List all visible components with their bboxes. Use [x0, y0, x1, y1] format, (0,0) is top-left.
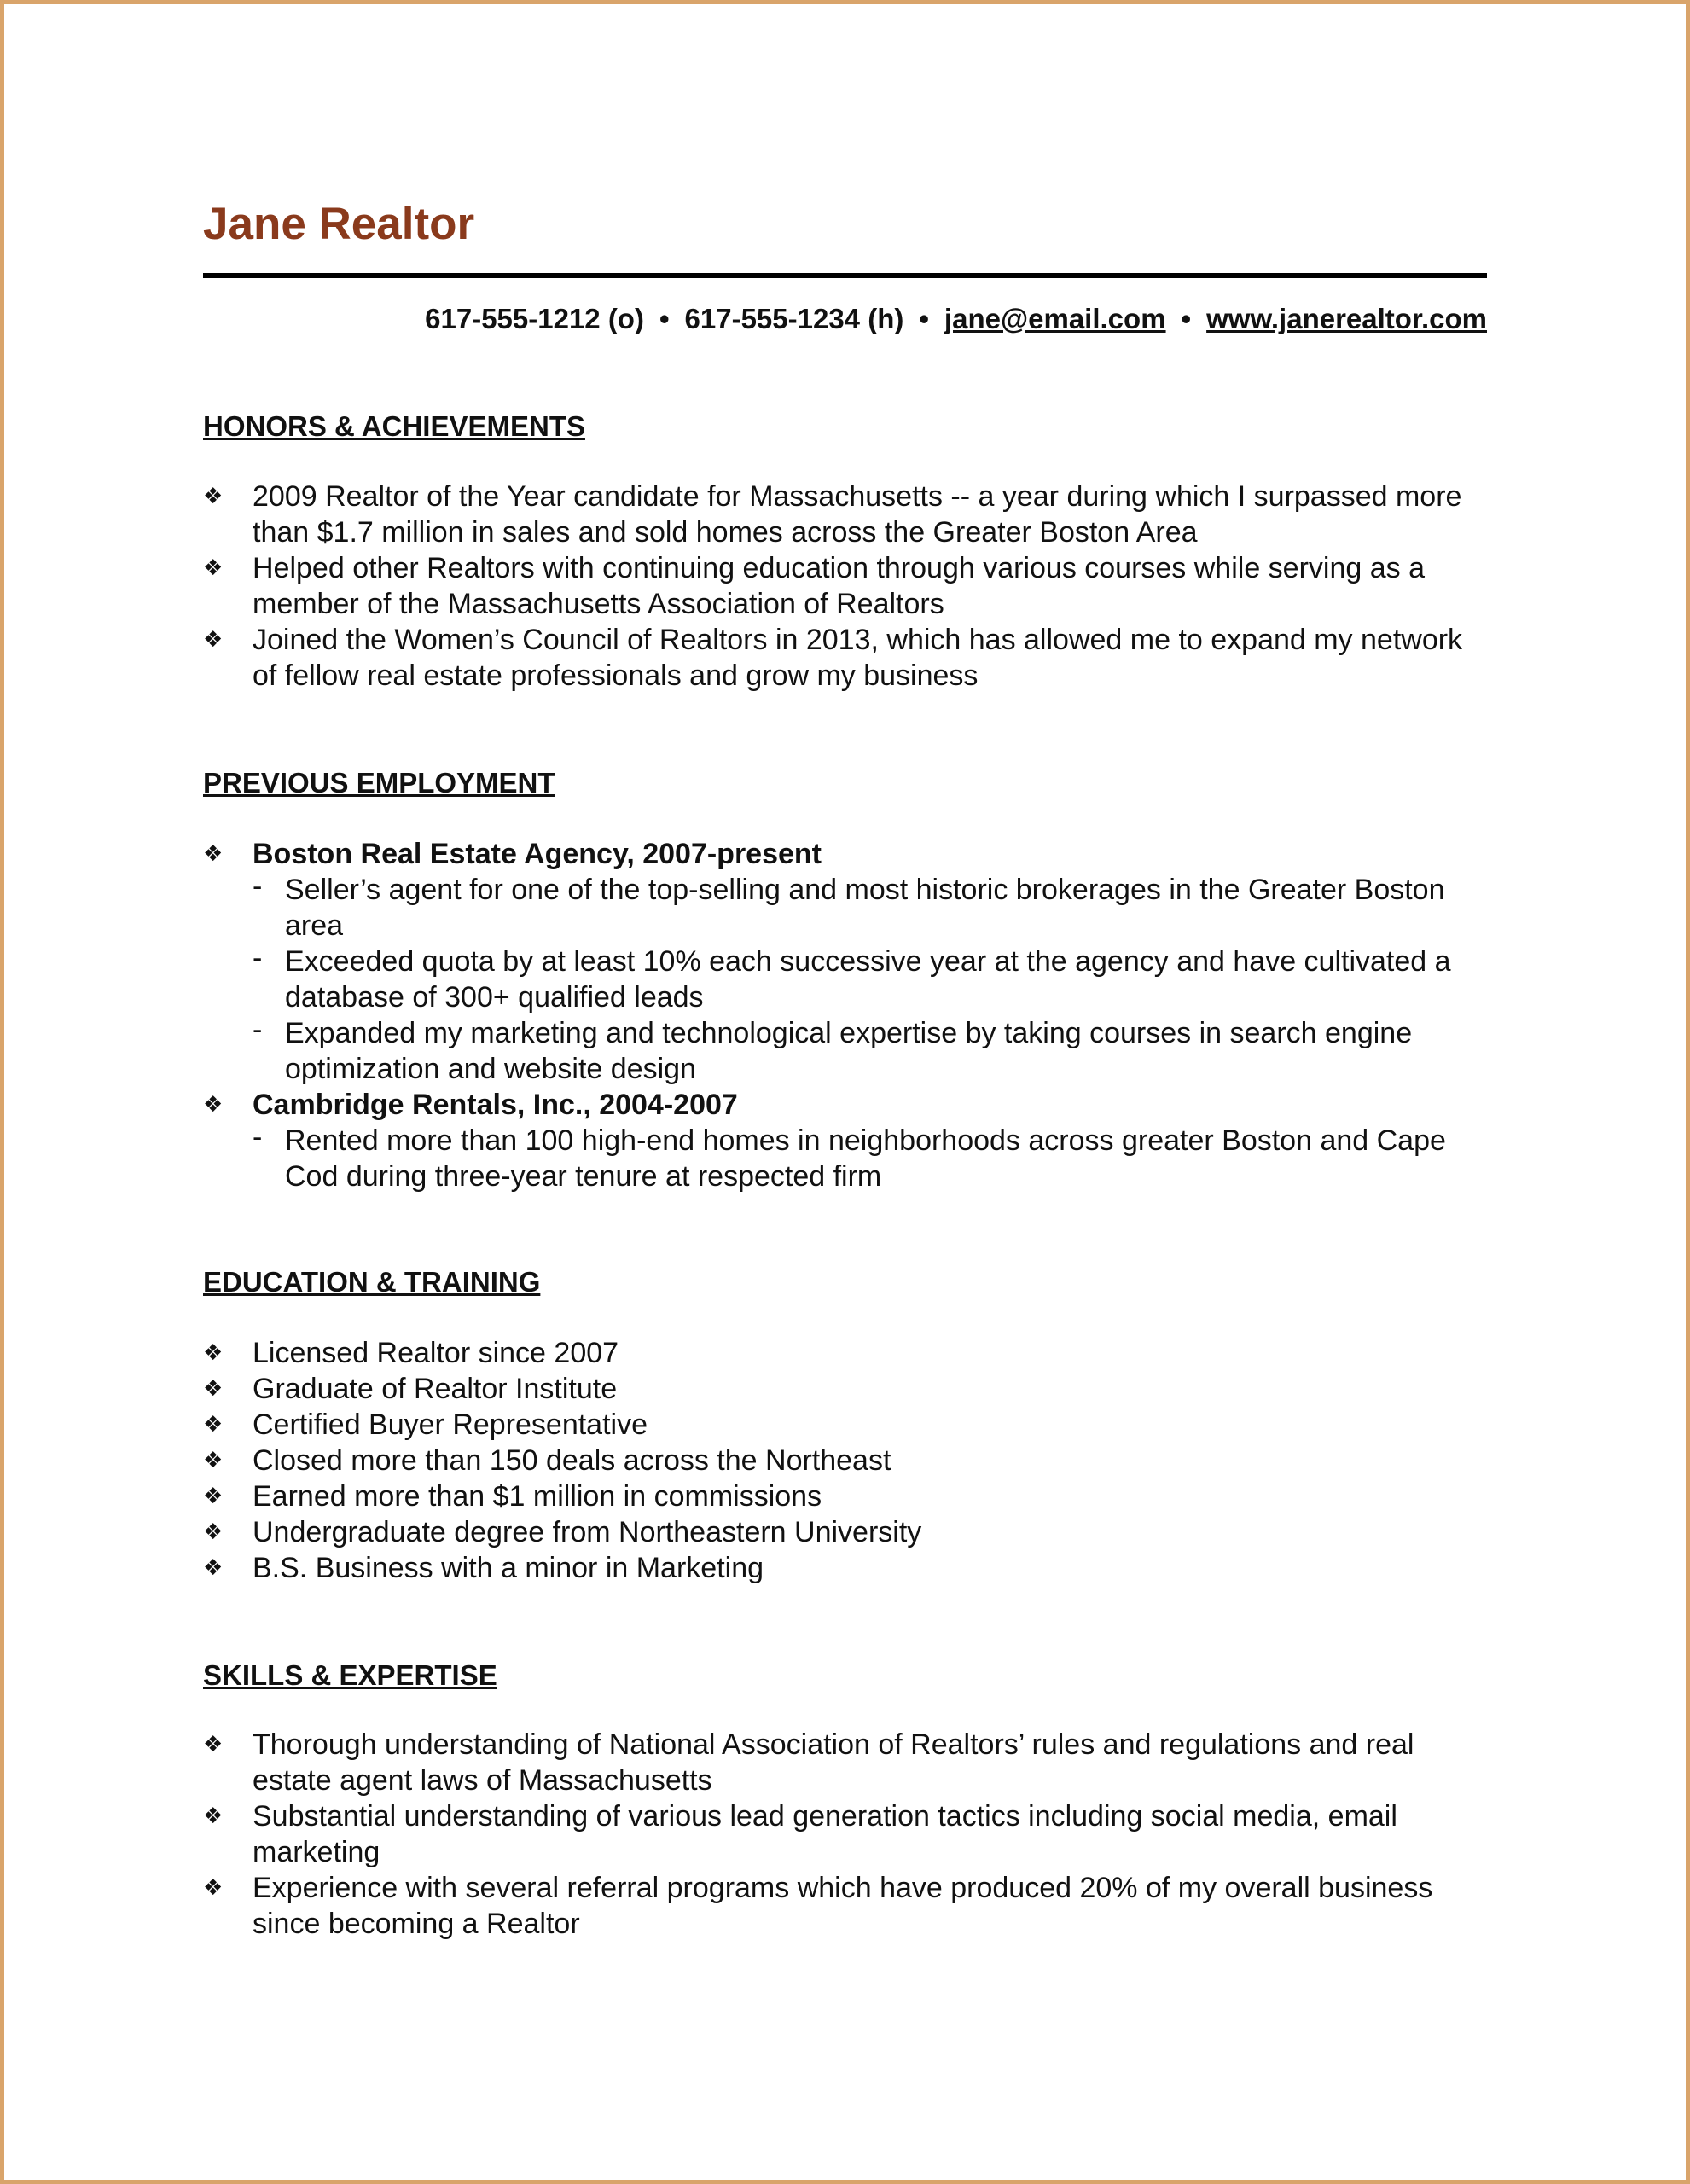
home-phone: 617-555-1234 (h) [684, 303, 904, 334]
list-item-text: 2009 Realtor of the Year candidate for Massachusetts -- a year during which I surpassed more than $1.7 million in sales and sold homes across the Greater Boston Area [253, 480, 1462, 549]
honors-list [203, 479, 1487, 694]
diamond-bullet-icon: ❖ [203, 555, 224, 581]
list-item-text: Experience with several referral programs which have produced 20% of my overall business since becoming a Realtor [253, 1872, 1433, 1940]
diamond-bullet-icon: ❖ [203, 1519, 224, 1545]
detail-text: Exceeded quota by at least 10% each successive year at the agency and have cultivated a database of 300+ qualified leads [285, 945, 1451, 1014]
list-item [203, 1443, 1487, 1478]
diamond-bullet-icon: ❖ [203, 1376, 224, 1402]
detail-item [203, 872, 1487, 944]
separator: • [1181, 303, 1192, 334]
resume-page [203, 0, 1487, 2184]
list-item [203, 1870, 1487, 1942]
list-item [203, 622, 1487, 694]
list-item [203, 550, 1487, 622]
list-item-text: Certified Buyer Representative [253, 1409, 648, 1441]
list-item-text: Licensed Realtor since 2007 [253, 1337, 619, 1369]
diamond-bullet-icon: ❖ [203, 1092, 224, 1118]
education-heading: EDUCATION & TRAINING [203, 1266, 541, 1298]
job-entry [203, 1087, 1487, 1194]
diamond-bullet-icon: ❖ [203, 1484, 224, 1509]
education-list [203, 1335, 1487, 1586]
diamond-bullet-icon: ❖ [203, 1448, 224, 1473]
list-item-text: Joined the Women’s Council of Realtors in 2013, which has allowed me to expand my network of fellow real estate professionals and grow my business [253, 624, 1463, 692]
dash-bullet-icon: - [253, 870, 263, 903]
list-item [203, 1514, 1487, 1550]
list-item [203, 1798, 1487, 1870]
job-title: Cambridge Rentals, Inc., 2004-2007 [253, 1089, 738, 1121]
detail-text: Seller’s agent for one of the top-selling and most historic brokerages in the Greater Boston area [285, 874, 1445, 942]
dash-bullet-icon: - [253, 1014, 263, 1046]
list-item-text: Graduate of Realtor Institute [253, 1373, 618, 1405]
separator: • [659, 303, 670, 334]
list-item [203, 1371, 1487, 1407]
list-item [203, 1478, 1487, 1514]
list-item [203, 1550, 1487, 1586]
diamond-bullet-icon: ❖ [203, 627, 224, 653]
detail-text: Expanded my marketing and technological expertise by taking courses in search engine optimization and website design [285, 1017, 1413, 1085]
email-link[interactable]: jane@email.com [944, 303, 1166, 334]
skills-heading: SKILLS & EXPERTISE [203, 1659, 497, 1691]
list-item-text: Closed more than 150 deals across the Northeast [253, 1444, 891, 1477]
contact-line [425, 302, 1487, 336]
list-item [203, 479, 1487, 550]
list-item-text: Substantial understanding of various lead generation tactics including social media, email marketing [253, 1800, 1397, 1868]
employment-list [203, 836, 1487, 1194]
detail-item [203, 1123, 1487, 1194]
job-entry [203, 836, 1487, 1087]
dash-bullet-icon: - [253, 1121, 263, 1153]
list-item-text: Undergraduate degree from Northeastern University [253, 1516, 922, 1548]
detail-text: Rented more than 100 high-end homes in neighborhoods across greater Boston and Cape Cod during three-year tenure at respected firm [285, 1124, 1446, 1193]
job-title: Boston Real Estate Agency, 2007-present [253, 838, 822, 870]
website-link[interactable]: www.janerealtor.com [1206, 303, 1487, 334]
employment-heading: PREVIOUS EMPLOYMENT [203, 767, 555, 799]
diamond-bullet-icon: ❖ [203, 1732, 224, 1757]
list-item [203, 1335, 1487, 1371]
list-item-text: Thorough understanding of National Association of Realtors’ rules and regulations and real estate agent laws of Massachusetts [253, 1728, 1414, 1797]
job-details [203, 872, 1487, 1087]
diamond-bullet-icon: ❖ [203, 841, 224, 867]
honors-heading: HONORS & ACHIEVEMENTS [203, 410, 585, 442]
separator: • [919, 303, 929, 334]
list-item [203, 1407, 1487, 1443]
detail-item [203, 944, 1487, 1015]
skills-list [203, 1727, 1487, 1942]
list-item-text: B.S. Business with a minor in Marketing [253, 1552, 764, 1584]
detail-item [203, 1015, 1487, 1087]
diamond-bullet-icon: ❖ [203, 1412, 224, 1438]
diamond-bullet-icon: ❖ [203, 1555, 224, 1581]
job-details [203, 1123, 1487, 1194]
list-item-text: Helped other Realtors with continuing education through various courses while serving as a member of the Massachusetts Association of Realtors [253, 552, 1425, 620]
diamond-bullet-icon: ❖ [203, 484, 224, 509]
diamond-bullet-icon: ❖ [203, 1804, 224, 1829]
diamond-bullet-icon: ❖ [203, 1875, 224, 1901]
diamond-bullet-icon: ❖ [203, 1340, 224, 1366]
resume-name: Jane Realtor [203, 199, 475, 249]
office-phone: 617-555-1212 (o) [425, 303, 644, 334]
list-item [203, 1727, 1487, 1798]
list-item-text: Earned more than $1 million in commissions [253, 1480, 822, 1513]
dash-bullet-icon: - [253, 942, 263, 974]
header-rule [203, 273, 1487, 278]
